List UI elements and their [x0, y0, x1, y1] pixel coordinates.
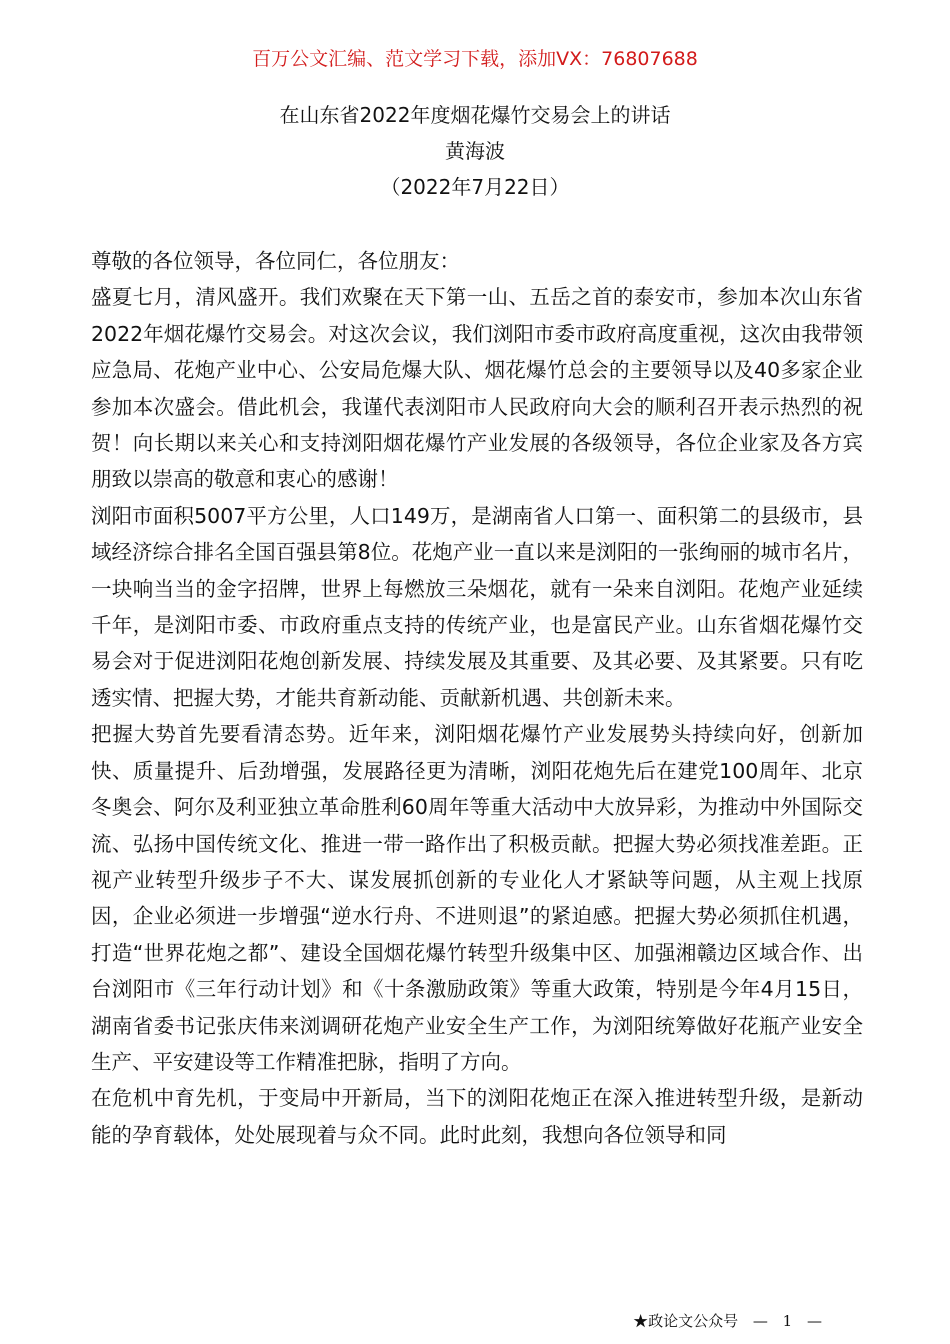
salutation-paragraph: 尊敬的各位领导，各位同仁，各位朋友：: [91, 249, 460, 273]
footer-dash-left: —: [752, 1312, 768, 1330]
document-date: （2022年7月22日）: [380, 175, 570, 199]
title-block: [0, 97, 950, 205]
document-body: [91, 243, 863, 1153]
body-paragraph-3: 把握大势首先要看清态势。近年来，浏阳烟花爆竹产业发展势头持续向好，创新加快、质量提升、后劲增强，发展路径更为清晰，浏阳花炮先后在建党100周年、北京冬奥会、阿尔及利亚独立革命胜利60周年等重大活动中大放异彩，为推动中外国际交流、弘扬中国传统文化、推进一带一路作出了积极贡献。把握大势必须找准差距。正视产业转型升级步子不大、谋发展抓创新的专业化人才紧缺等问题，从主观上找原因，企业必须进一步增强“逆水行舟、不进则退”的紧迫感。把握大势必须抓住机遇，打造“世界花炮之都”、建设全国烟花爆竹转型升级集中区、加强湘赣边区域合作、出台浏阳市《三年行动计划》和《十条激励政策》等重大政策，特别是今年4月15日，湖南省委书记张庆伟来浏调研花炮产业安全生产工作，为浏阳统筹做好花瓶产业安全生产、平安建设等工作精准把脉，指明了方向。: [91, 722, 863, 1074]
page-footer: [633, 1310, 832, 1332]
body-paragraph-2: 浏阳市面积5007平方公里，人口149万，是湖南省人口第一、面积第二的县级市，县域经济综合排名全国百强县第8位。花炮产业一直以来是浏阳的一张绚丽的城市名片，一块响当当的金字招牌，世界上每燃放三朵烟花，就有一朵来自浏阳。花炮产业延续千年，是浏阳市委、市政府重点支持的传统产业，也是富民产业。山东省烟花爆竹交易会对于促进浏阳花炮创新发展、持续发展及其重要、及其必要、及其紧要。只有吃透实情、把握大势，才能共育新动能、贡献新机遇、共创新未来。: [91, 503, 863, 710]
body-paragraph-4: 在危机中育先机，于变局中开新局，当下的浏阳花炮正在深入推进转型升级，是新动能的孕育载体，处处展现着与众不同。此时此刻，我想向各位领导和同: [91, 1086, 863, 1147]
document-title: 在山东省2022年度烟花爆竹交易会上的讲话: [279, 103, 671, 127]
header-banner: 百万公文汇编、范文学习下载，添加VX：76807688: [252, 48, 698, 70]
page-number: 1: [782, 1312, 793, 1330]
body-paragraph-1: 盛夏七月，清风盛开。我们欢聚在天下第一山、五岳之首的泰安市，参加本次山东省2022年烟花爆竹交易会。对这次会议，我们浏阳市委市政府高度重视，这次由我带领应急局、花炮产业中心、公安局危爆大队、烟花爆竹总会的主要领导以及40多家企业参加本次盛会。借此机会，我谨代表浏阳市人民政府向大会的顺利召开表示热烈的祝贺！向长期以来关心和支持浏阳烟花爆竹产业发展的各级领导，各位企业家及各方宾朋致以崇高的敬意和衷心的感谢！: [91, 285, 863, 492]
document-author: 黄海波: [445, 139, 505, 163]
footer-dash-right: —: [807, 1312, 822, 1330]
footer-source: ★政论文公众号: [633, 1312, 739, 1330]
